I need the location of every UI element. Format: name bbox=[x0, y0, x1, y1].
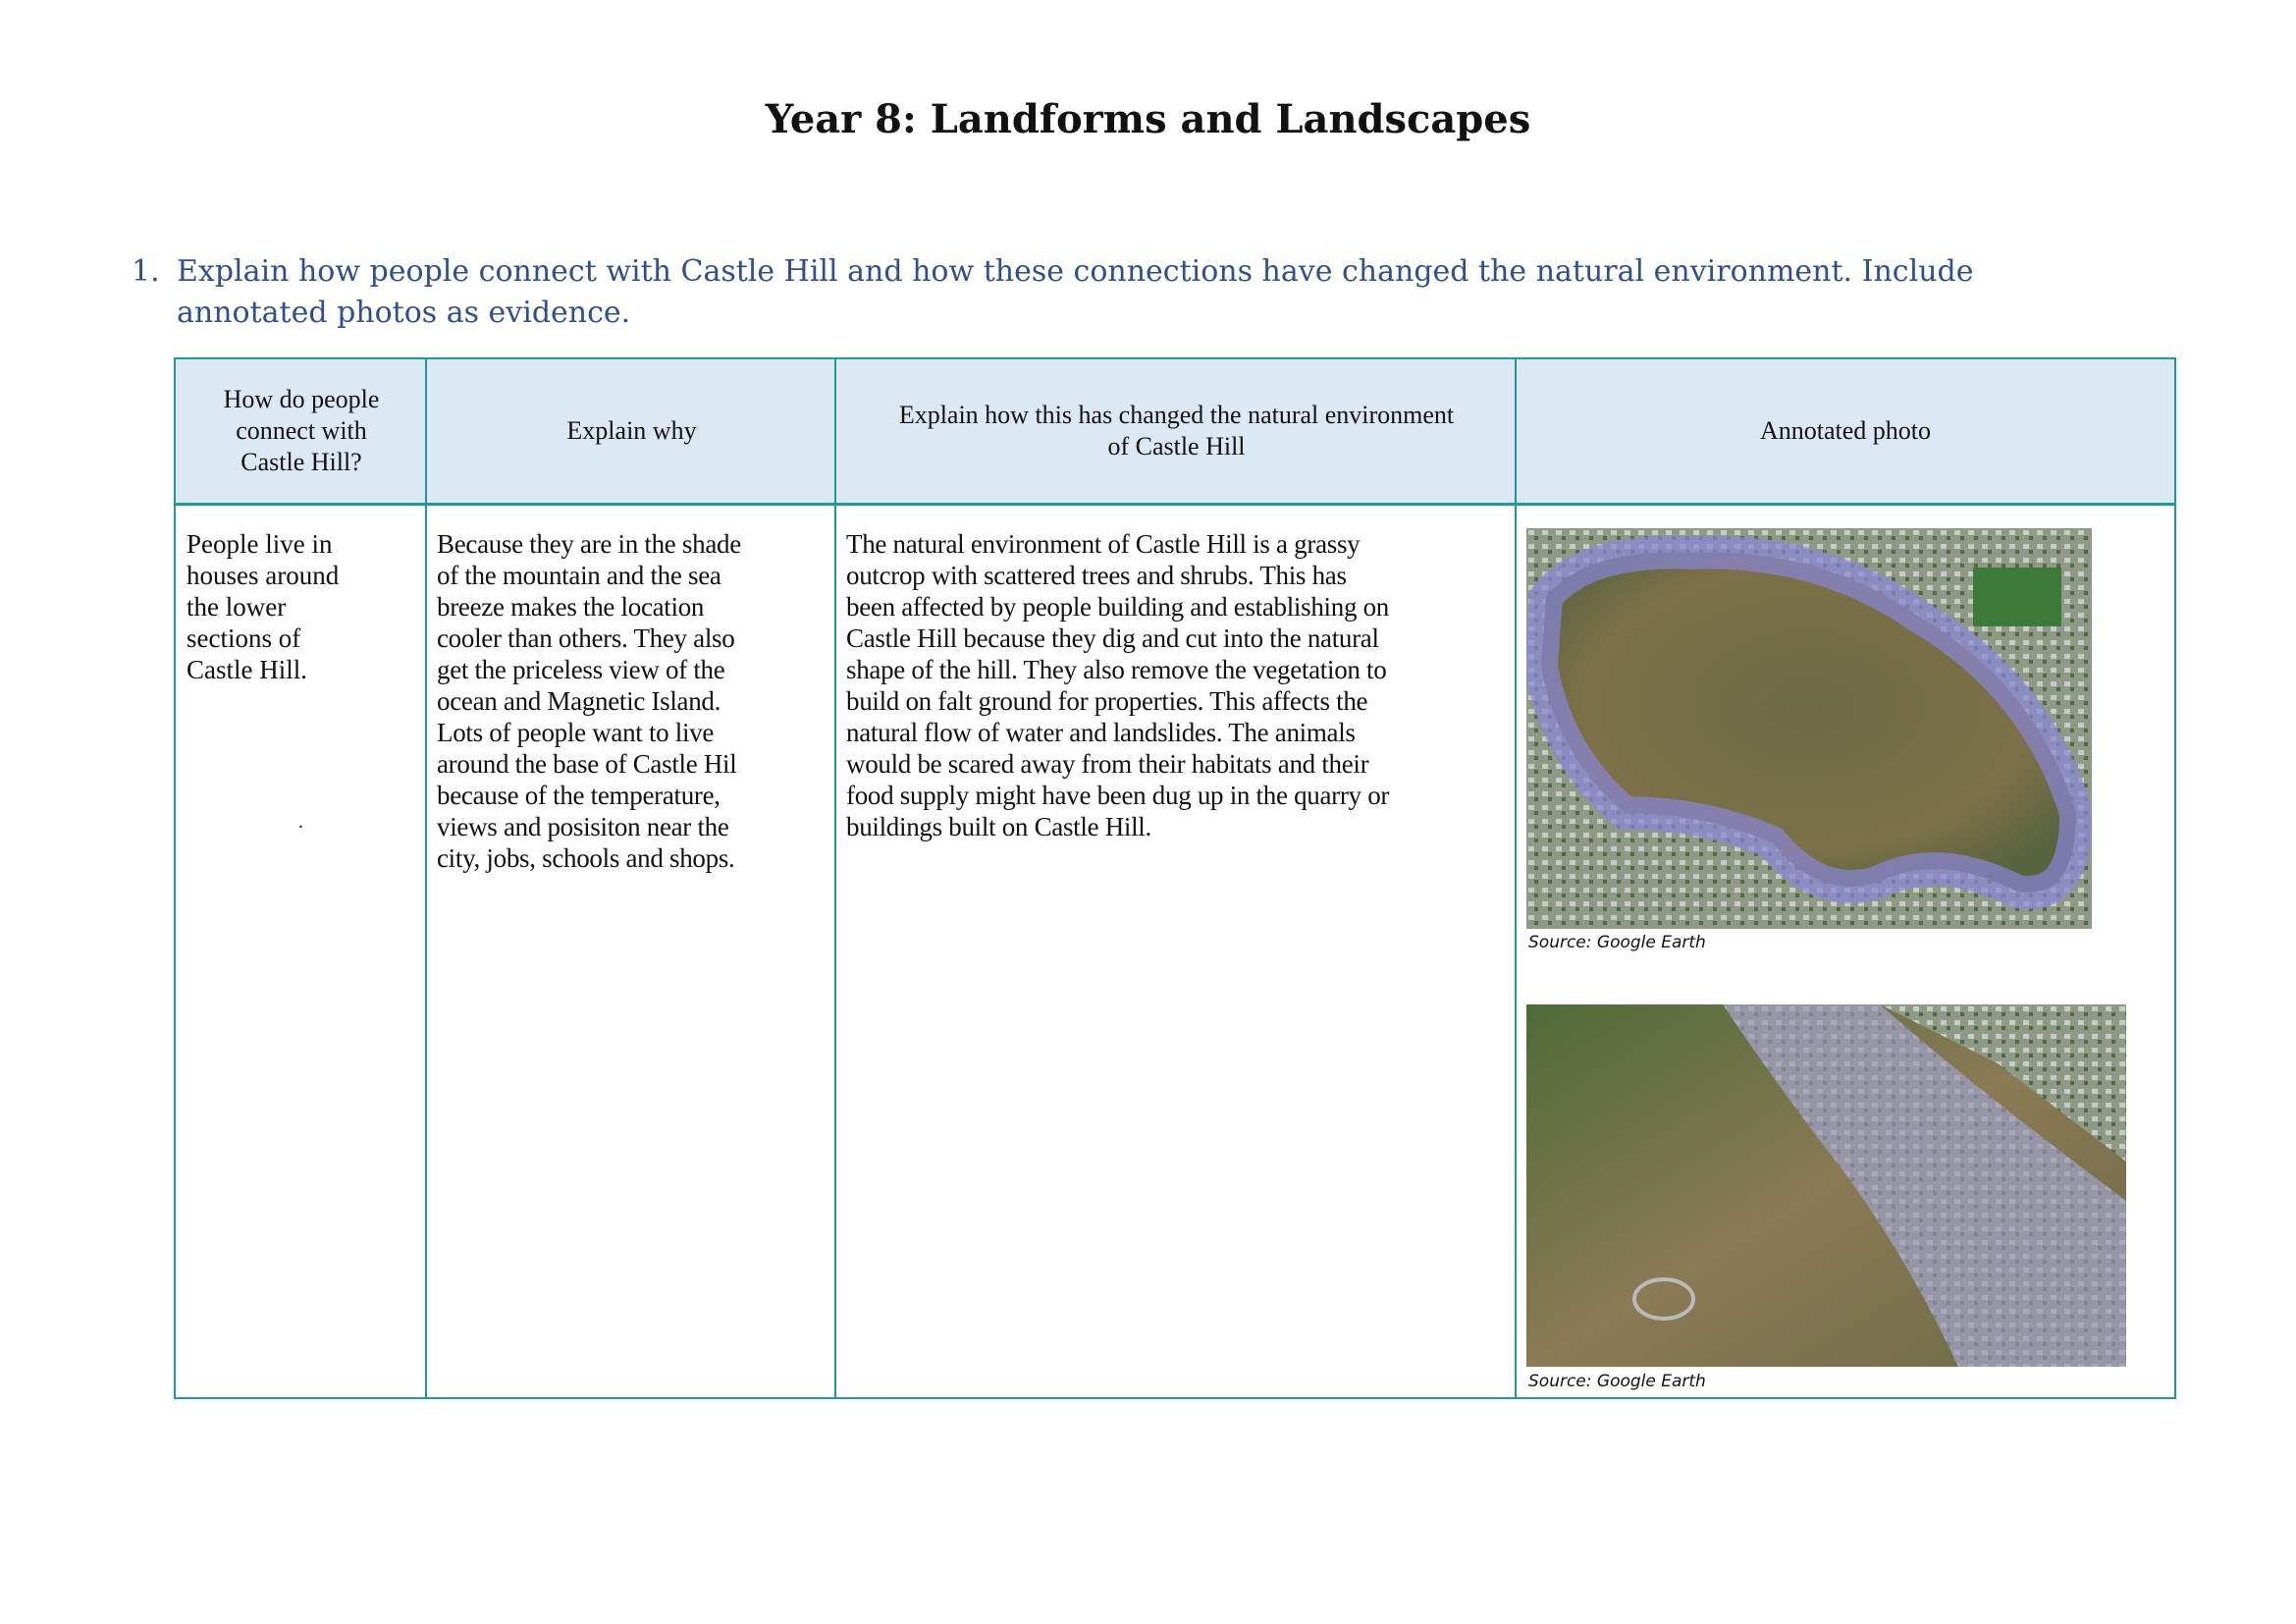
cell-text-line: would be scared away from their habitats and their bbox=[846, 749, 1369, 779]
cell-text-line: The natural environment of Castle Hill is a grassy bbox=[846, 529, 1361, 559]
photo-caption: Source: Google Earth bbox=[1528, 933, 1706, 952]
cell-text-line: ocean and Magnetic Island. bbox=[437, 686, 721, 716]
header-text: Explain why bbox=[566, 416, 697, 445]
header-text: of Castle Hill bbox=[1107, 432, 1246, 460]
cell-text-line: houses around bbox=[187, 561, 340, 590]
stray-mark: . bbox=[298, 811, 303, 833]
cell-text-line: buildings built on Castle Hill. bbox=[846, 812, 1151, 841]
cell-text-line: People live in bbox=[187, 529, 333, 559]
cell-text-line: cooler than others. They also bbox=[437, 623, 735, 653]
castle-hill-aerial-photo-1 bbox=[1526, 528, 2092, 929]
answer-table bbox=[174, 357, 2176, 1399]
cell-text-line: food supply might have been dug up in the quarry or bbox=[846, 781, 1390, 810]
cell-text-line: Castle Hill. bbox=[187, 655, 307, 684]
cell-text-line: natural flow of water and landslides. The animals bbox=[846, 718, 1356, 747]
cell-text-line: breeze makes the location bbox=[437, 592, 705, 622]
question-1 bbox=[132, 251, 2144, 334]
question-number: 1. bbox=[132, 254, 160, 289]
cell-text-line: Castle Hill because they dig and cut into the natural bbox=[846, 623, 1379, 653]
header-connection bbox=[176, 359, 427, 506]
question-text-line: Explain how people connect with Castle Hill and how these connections have changed the natural environment. Include bbox=[177, 254, 1974, 289]
cell-text-line: been affected by people building and establishing on bbox=[846, 592, 1389, 622]
cell-text-line: get the priceless view of the bbox=[437, 655, 725, 684]
header-text: connect with bbox=[236, 416, 367, 445]
photo-caption: Source: Google Earth bbox=[1528, 1372, 1706, 1391]
header-text: Castle Hill? bbox=[240, 448, 362, 476]
cell-text-line: Lots of people want to live bbox=[437, 718, 715, 747]
cell-text-line: sections of bbox=[187, 623, 301, 653]
cell-text-line: build on falt ground for properties. This affects the bbox=[846, 686, 1368, 716]
header-change bbox=[836, 359, 1517, 506]
cell-text-line: of the mountain and the sea bbox=[437, 561, 721, 590]
cell-text-line: because of the temperature, bbox=[437, 781, 721, 810]
cell-text-line: the lower bbox=[187, 592, 287, 622]
question-text-line: annotated photos as evidence. bbox=[177, 296, 631, 330]
cell-text-line: Because they are in the shade bbox=[437, 529, 741, 559]
castle-hill-aerial-photo-2 bbox=[1526, 1004, 2126, 1367]
header-text: Annotated photo bbox=[1759, 416, 1932, 445]
header-photo bbox=[1517, 359, 2174, 506]
column-divider bbox=[834, 359, 836, 1397]
cell-text-line: city, jobs, schools and shops. bbox=[437, 843, 735, 873]
cell-text-line: shape of the hill. They also remove the vegetation to bbox=[846, 655, 1387, 684]
cell-why bbox=[437, 528, 741, 874]
cell-change bbox=[846, 528, 1389, 842]
page-title: Year 8: Landforms and Landscapes bbox=[765, 96, 1531, 142]
column-divider bbox=[1515, 359, 1517, 1397]
cell-text-line: around the base of Castle Hil bbox=[437, 749, 737, 779]
header-text: How do people bbox=[223, 385, 380, 413]
cell-connection bbox=[187, 528, 339, 685]
column-divider bbox=[425, 359, 427, 1397]
cell-text-line: views and posisiton near the bbox=[437, 812, 729, 841]
header-why bbox=[427, 359, 836, 506]
header-text: Explain how this has changed the natural environment bbox=[898, 401, 1455, 429]
cell-text-line: outcrop with scattered trees and shrubs. This has bbox=[846, 561, 1347, 590]
